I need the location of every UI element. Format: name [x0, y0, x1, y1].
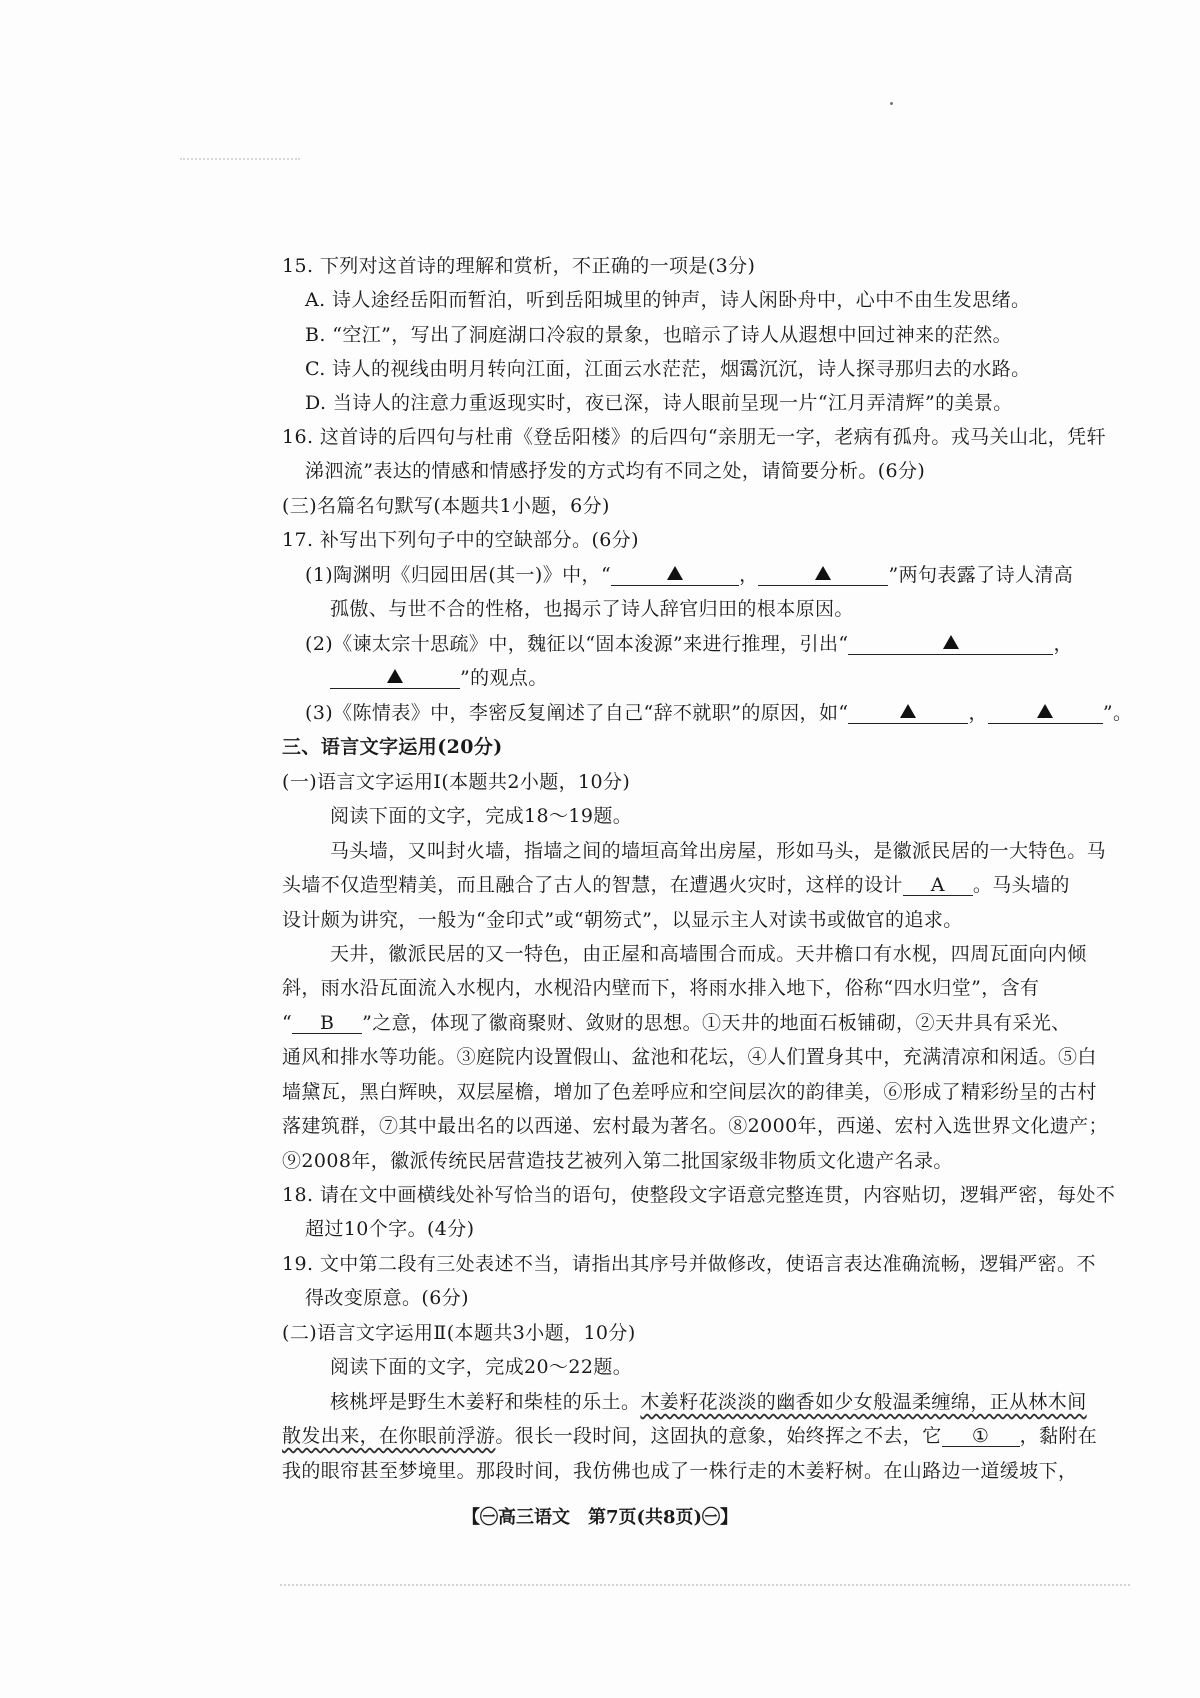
triangle-icon: [900, 704, 916, 718]
q16-line-1: 16. 这首诗的后四句与杜甫《登岳阳楼》的后四句“亲朋无一字，老病有孤舟。戎马关山北，凭轩: [282, 426, 1106, 448]
part3-title: 三、语言文字运用(20分): [282, 736, 503, 758]
blank-b[interactable]: B: [292, 1011, 362, 1034]
q17-p1-prefix: (1)陶渊明《归园田居(其一)》中，“: [305, 564, 612, 586]
q19-line-2: 得改变原意。(6分): [305, 1287, 469, 1309]
para2-line-3: [282, 1011, 1071, 1035]
q18-line-1: 18. 请在文中画横线处补写恰当的语句，使整段文字语意完整连贯，内容贴切，逻辑严密，每处不: [282, 1184, 1116, 1206]
scan-artifact-bottom: [280, 1584, 1130, 1586]
para3-line-1: [330, 1390, 1087, 1414]
triangle-icon: [943, 635, 959, 649]
para2-line-1: 天井，徽派民居的又一特色，由正屋和高墙围合而成。天井檐口有水枧，四周瓦面向内倾: [330, 943, 1087, 965]
read-instruction-1: 阅读下面的文字，完成18～19题。: [330, 805, 633, 827]
q15-option-a: A. 诗人途经岳阳而暂泊，听到岳阳城里的钟声，诗人闲卧舟中，心中不由生发思绪。: [305, 289, 1031, 311]
q17-blank-1[interactable]: [611, 563, 739, 586]
q17-stem: 17. 补写出下列句子中的空缺部分。(6分): [282, 529, 639, 551]
q15-option-c: C. 诗人的视线由明月转向江面，江面云水茫茫，烟霭沉沉，诗人探寻那归去的水路。: [305, 358, 1031, 380]
q17-p2-prefix: (2)《谏太宗十思疏》中，魏征以“固本浚源”来进行推理，引出“: [305, 633, 849, 655]
sub1-title: (一)语言文字运用Ⅰ(本题共2小题，10分): [282, 771, 631, 793]
para1-line-2-text: 头墙不仅造型精美，而且融合了古人的智慧，在遭遇火灾时，这样的设计: [282, 874, 903, 896]
para3-line-2-end: ，黏附在: [1019, 1425, 1098, 1447]
q16-line-2: 涕泗流”表达的情感和情感抒发的方式均有不同之处，请简要分析。(6分): [305, 460, 926, 482]
triangle-icon: [667, 566, 683, 580]
para3-line-2: [282, 1424, 1097, 1448]
q17-blank-6[interactable]: [988, 701, 1103, 724]
para3-wavy-underline-2: 散发出来，在你眼前浮游: [282, 1425, 496, 1447]
para2-line-6: 落建筑群，⑦其中最出名的以西递、宏村最为著名。⑧2000年，西递、宏村入选世界文化遗产；: [282, 1115, 1108, 1137]
blank-a[interactable]: A: [903, 873, 973, 896]
q17-p2-suffix: ”的观点。: [460, 667, 548, 689]
para1-line-2-end: 。马头墙的: [972, 874, 1070, 896]
para3-line-1-text: 核桃坪是野生木姜籽和柴桂的乐土。: [330, 1391, 641, 1413]
para2-line-4: 通风和排水等功能。③庭院内设置假山、盆池和花坛，④人们置身其中，充满清凉和闲适。⑤白: [282, 1046, 1097, 1068]
para3-line-2-text: 。很长一段时间，这固执的意象，始终挥之不去，它: [495, 1425, 942, 1447]
q15-stem: 15. 下列对这首诗的理解和赏析，不正确的一项是(3分): [282, 255, 756, 277]
q17-part-1: [305, 563, 1073, 587]
para2-line-5: 墙黛瓦，黑白辉映，双层屋檐，增加了色差呼应和空间层次的韵律美，⑥形成了精彩纷呈的古村: [282, 1081, 1097, 1103]
para1-line-3: 设计颇为讲究，一般为“金印式”或“朝笏式”，以显示主人对读书或做官的追求。: [282, 909, 963, 931]
q17-p2-line-2: [330, 666, 548, 690]
para2-line-7: ⑨2008年，徽派传统民居营造技艺被列入第二批国家级非物质文化遗产名录。: [282, 1150, 953, 1172]
sub2-title: (二)语言文字运用Ⅱ(本题共3小题，10分): [282, 1322, 636, 1344]
q17-p2-sep: ，: [1053, 633, 1073, 655]
q15-option-b: B. “空江”，写出了洞庭湖口冷寂的景象，也暗示了诗人从遐想中回过神来的茫然。: [305, 324, 1013, 346]
read-instruction-2: 阅读下面的文字，完成20～22题。: [330, 1356, 633, 1378]
q17-part-3: [305, 701, 1132, 725]
page-footer: 【㊀高三语文 第7页(共8页)㊀】: [461, 1507, 739, 1528]
para3-line-3: 我的眼帘甚至梦境里。那段时间，我仿佛也成了一株行走的木姜籽树。在山路边一道缓坡下，: [282, 1460, 1078, 1482]
q19-line-1: 19. 文中第二段有三处表述不当，请指出其序号并做修改，使语言表达准确流畅，逻辑严密。不: [282, 1253, 1096, 1275]
para2-quote-open: “: [282, 1012, 293, 1034]
q15-option-d: D. 当诗人的注意力重返现实时，夜已深，诗人眼前呈现一片“江月弄清辉”的美景。: [305, 392, 1013, 414]
q17-p3-sep: ，: [968, 702, 988, 724]
section-recitation-title: (三)名篇名句默写(本题共1小题，6分): [282, 495, 610, 517]
q17-p3-suffix: ”。: [1102, 702, 1133, 724]
q17-blank-3[interactable]: [848, 632, 1053, 655]
q17-p3-prefix: (3)《陈情表》中，李密反复阐述了自己“辞不就职”的原因，如“: [305, 702, 849, 724]
para1-line-2: [282, 873, 1070, 897]
triangle-icon: [1037, 704, 1053, 718]
q17-p1-line-2: 孤傲、与世不合的性格，也揭示了诗人辞官归田的根本原因。: [330, 598, 854, 620]
para1-line-1: 马头墙，又叫封火墙，指墙之间的墙垣高耸出房屋，形如马头，是徽派民居的一大特色。马: [330, 840, 1107, 862]
para2-line-2: 斜，雨水沿瓦面流入水枧内，水枧沿内壁而下，将雨水排入地下，俗称“四水归堂”，含有: [282, 977, 1040, 999]
triangle-icon: [815, 566, 831, 580]
q17-blank-5[interactable]: [848, 701, 968, 724]
blank-1[interactable]: ①: [942, 1424, 1020, 1447]
q17-blank-2[interactable]: [758, 563, 888, 586]
para3-wavy-underline-1: 木姜籽花淡淡的幽香如少女般温柔缠绵，正从林木间: [640, 1391, 1087, 1413]
q18-line-2: 超过10个字。(4分): [305, 1218, 475, 1240]
q17-p1-suffix: ”两句表露了诗人清高: [888, 564, 1074, 586]
q17-part-2: [305, 632, 1073, 656]
para2-line-3-text: ”之意，体现了徽商聚财、敛财的思想。①天井的地面石板铺砌，②天井具有采光、: [362, 1012, 1071, 1034]
q17-blank-4[interactable]: [330, 666, 460, 689]
q17-p1-sep: ，: [739, 564, 759, 586]
triangle-icon: [387, 669, 403, 683]
